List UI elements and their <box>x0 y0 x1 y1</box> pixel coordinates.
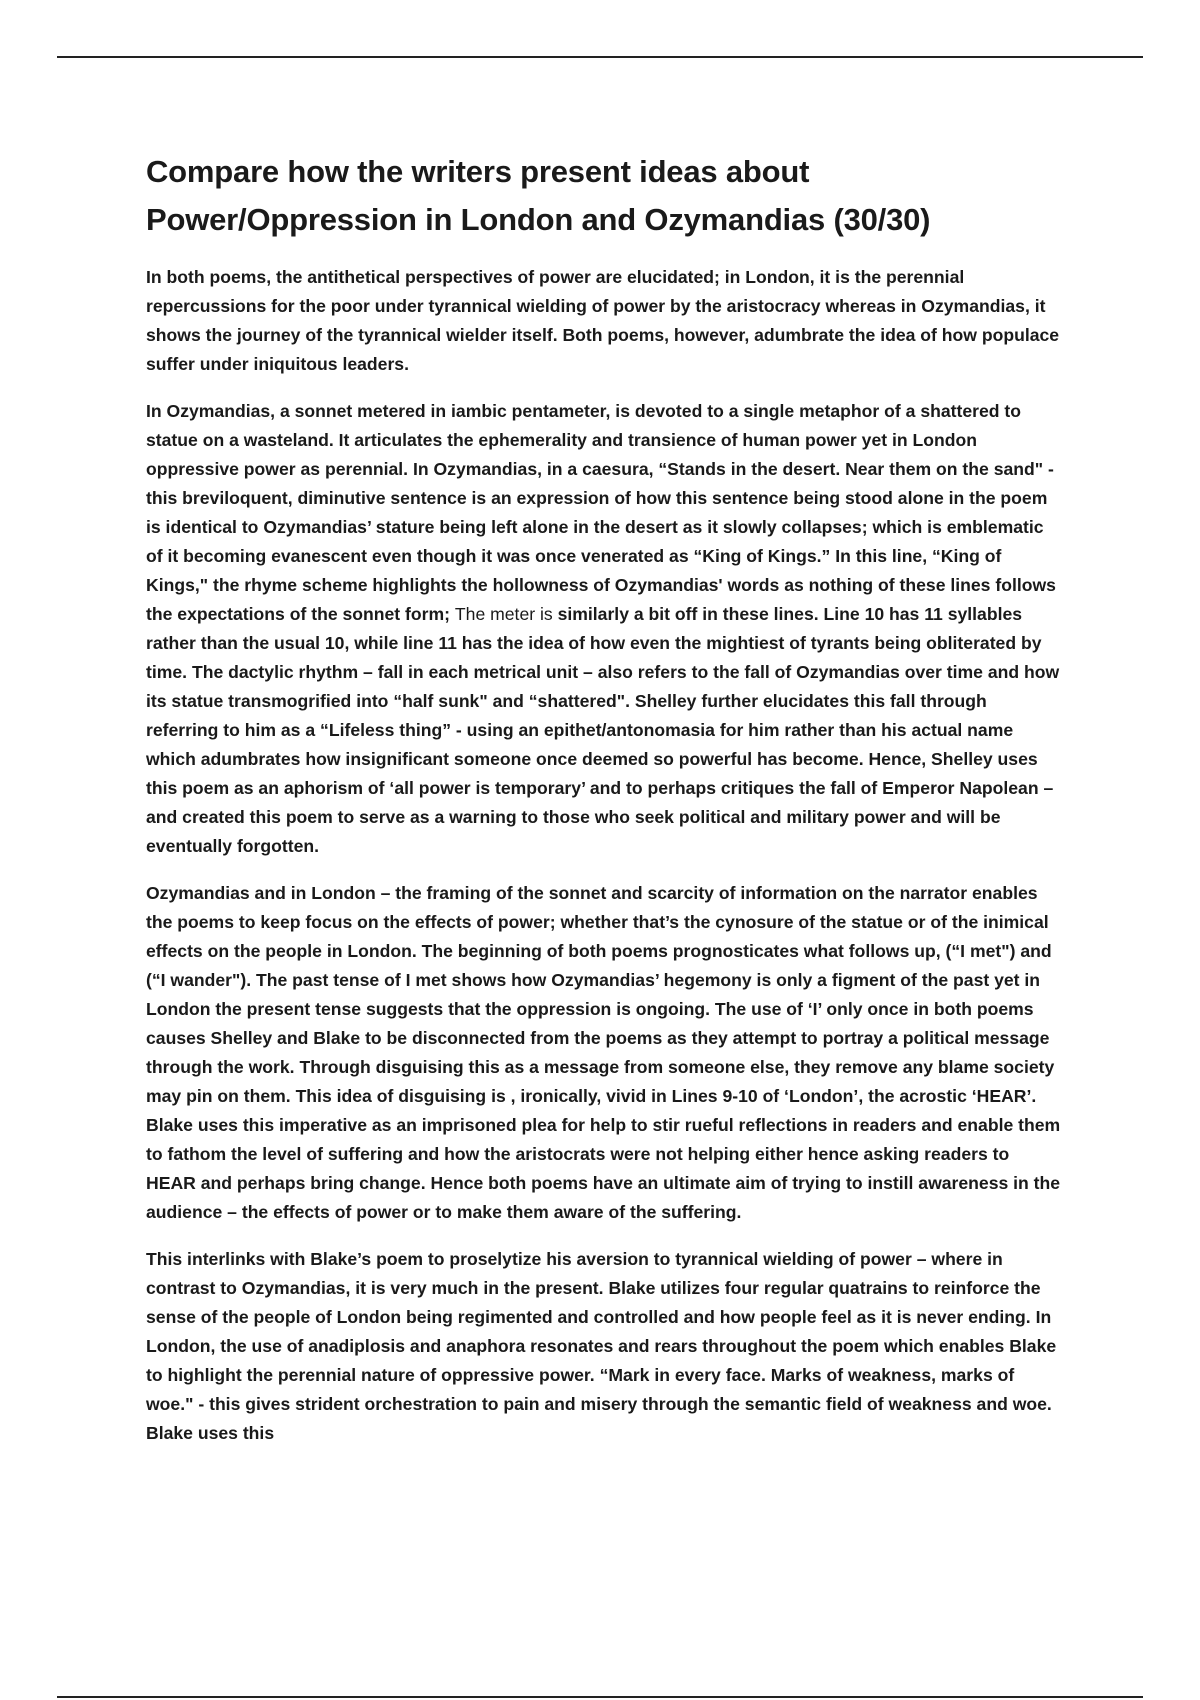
paragraph-ozymandias-part-2: similarly a bit off in these lines. Line 10 has 11 syllables rather than the usual 10, while line 11 has the idea of how even the mightiest of tyrants being obliterated by time. The dactylic rhythm – fall in each metrical unit – also refers to the fall of Ozymandias over time and how its statue transmogrified into “half sunk" and “shattered". Shelley further elucidates this fall through referring to him as a “Lifeless thing” - using an epithet/antonomasia for him rather than his actual name which adumbrates how insignificant someone once deemed so powerful has become. Hence, Shelley uses this poem as an aphorism of ‘all power is temporary’ and to perhaps critiques the fall of Emperor Napolean – and created this poem to serve as a warning to those who seek political and military power and will be eventually forgotten. <box>146 604 1060 856</box>
paragraph-ozymandias-unbolded: The meter is <box>454 604 553 624</box>
paragraph-ozymandias <box>146 397 1061 861</box>
title-line-2: Power/Oppression in London and Ozymandias (30/30) <box>146 202 931 237</box>
paragraph-intro: In both poems, the antithetical perspectives of power are elucidated; in London, it is the perennial repercussions for the poor under tyrannical wielding of power by the aristocracy whereas in Ozymandias, it shows the journey of the tyrannical wielder itself. Both poems, however, adumbrate the idea of how populace suffer under iniquitous leaders. <box>146 267 1060 374</box>
paragraph-ozymandias-part-1: In Ozymandias, a sonnet metered in iambic pentameter, is devoted to a single metaphor of a shattered to statue on a wasteland. It articulates the ephemerality and transience of human power yet in London oppressive power as perennial. In Ozymandias, in a caesura, “Stands in the desert. Near them on the sand" - this breviloquent, diminutive sentence is an expression of how this sentence being stood alone in the poem is identical to Ozymandias’ stature being left alone in the desert as it slowly collapses; which is emblematic of it becoming evanescent even though it was once venerated as “King of Kings.” In this line, “King of Kings," the rhyme scheme highlights the hollowness of Ozymandias' words as nothing of these lines follows the expectations of the sonnet form; <box>146 401 1056 624</box>
footer-rule <box>57 1696 1143 1698</box>
document-body <box>146 148 1061 1466</box>
title-line-1: Compare how the writers present ideas about <box>146 154 810 189</box>
header-rule <box>57 56 1143 58</box>
paragraph-comparison: Ozymandias and in London – the framing of the sonnet and scarcity of information on the narrator enables the poems to keep focus on the effects of power; whether that’s the cynosure of the statue or of the inimical effects on the people in London. The beginning of both poems prognosticates what follows up, (“I met") and (“I wander"). The past tense of I met shows how Ozymandias’ hegemony is only a figment of the past yet in London the present tense suggests that the oppression is ongoing. The use of ‘I’ only once in both poems causes Shelley and Blake to be disconnected from the poems as they attempt to portray a political message through the work. Through disguising this as a message from someone else, they remove any blame society may pin on them. This idea of disguising is , ironically, vivid in Lines 9-10 of ‘London’, the acrostic ‘HEAR’. Blake uses this imperative as an imprisoned plea for help to stir rueful reflections in readers and enable them to fathom the level of suffering and how the aristocrats were not helping either hence asking readers to HEAR and perhaps bring change. Hence both poems have an ultimate aim of trying to instill awareness in the audience – the effects of power or to make them aware of the suffering. <box>146 883 1061 1222</box>
page-title <box>146 148 1061 244</box>
paragraph-london: This interlinks with Blake’s poem to proselytize his aversion to tyrannical wielding of power – where in contrast to Ozymandias, it is very much in the present. Blake utilizes four regular quatrains to reinforce the sense of the people of London being regimented and controlled and how people feel as it is never ending. In London, the use of anadiplosis and anaphora resonates and rears throughout the poem which enables Blake to highlight the perennial nature of oppressive power. “Mark in every face. Marks of weakness, marks of woe." - this gives strident orchestration to pain and misery through the semantic field of weakness and woe. Blake uses this <box>146 1249 1057 1443</box>
